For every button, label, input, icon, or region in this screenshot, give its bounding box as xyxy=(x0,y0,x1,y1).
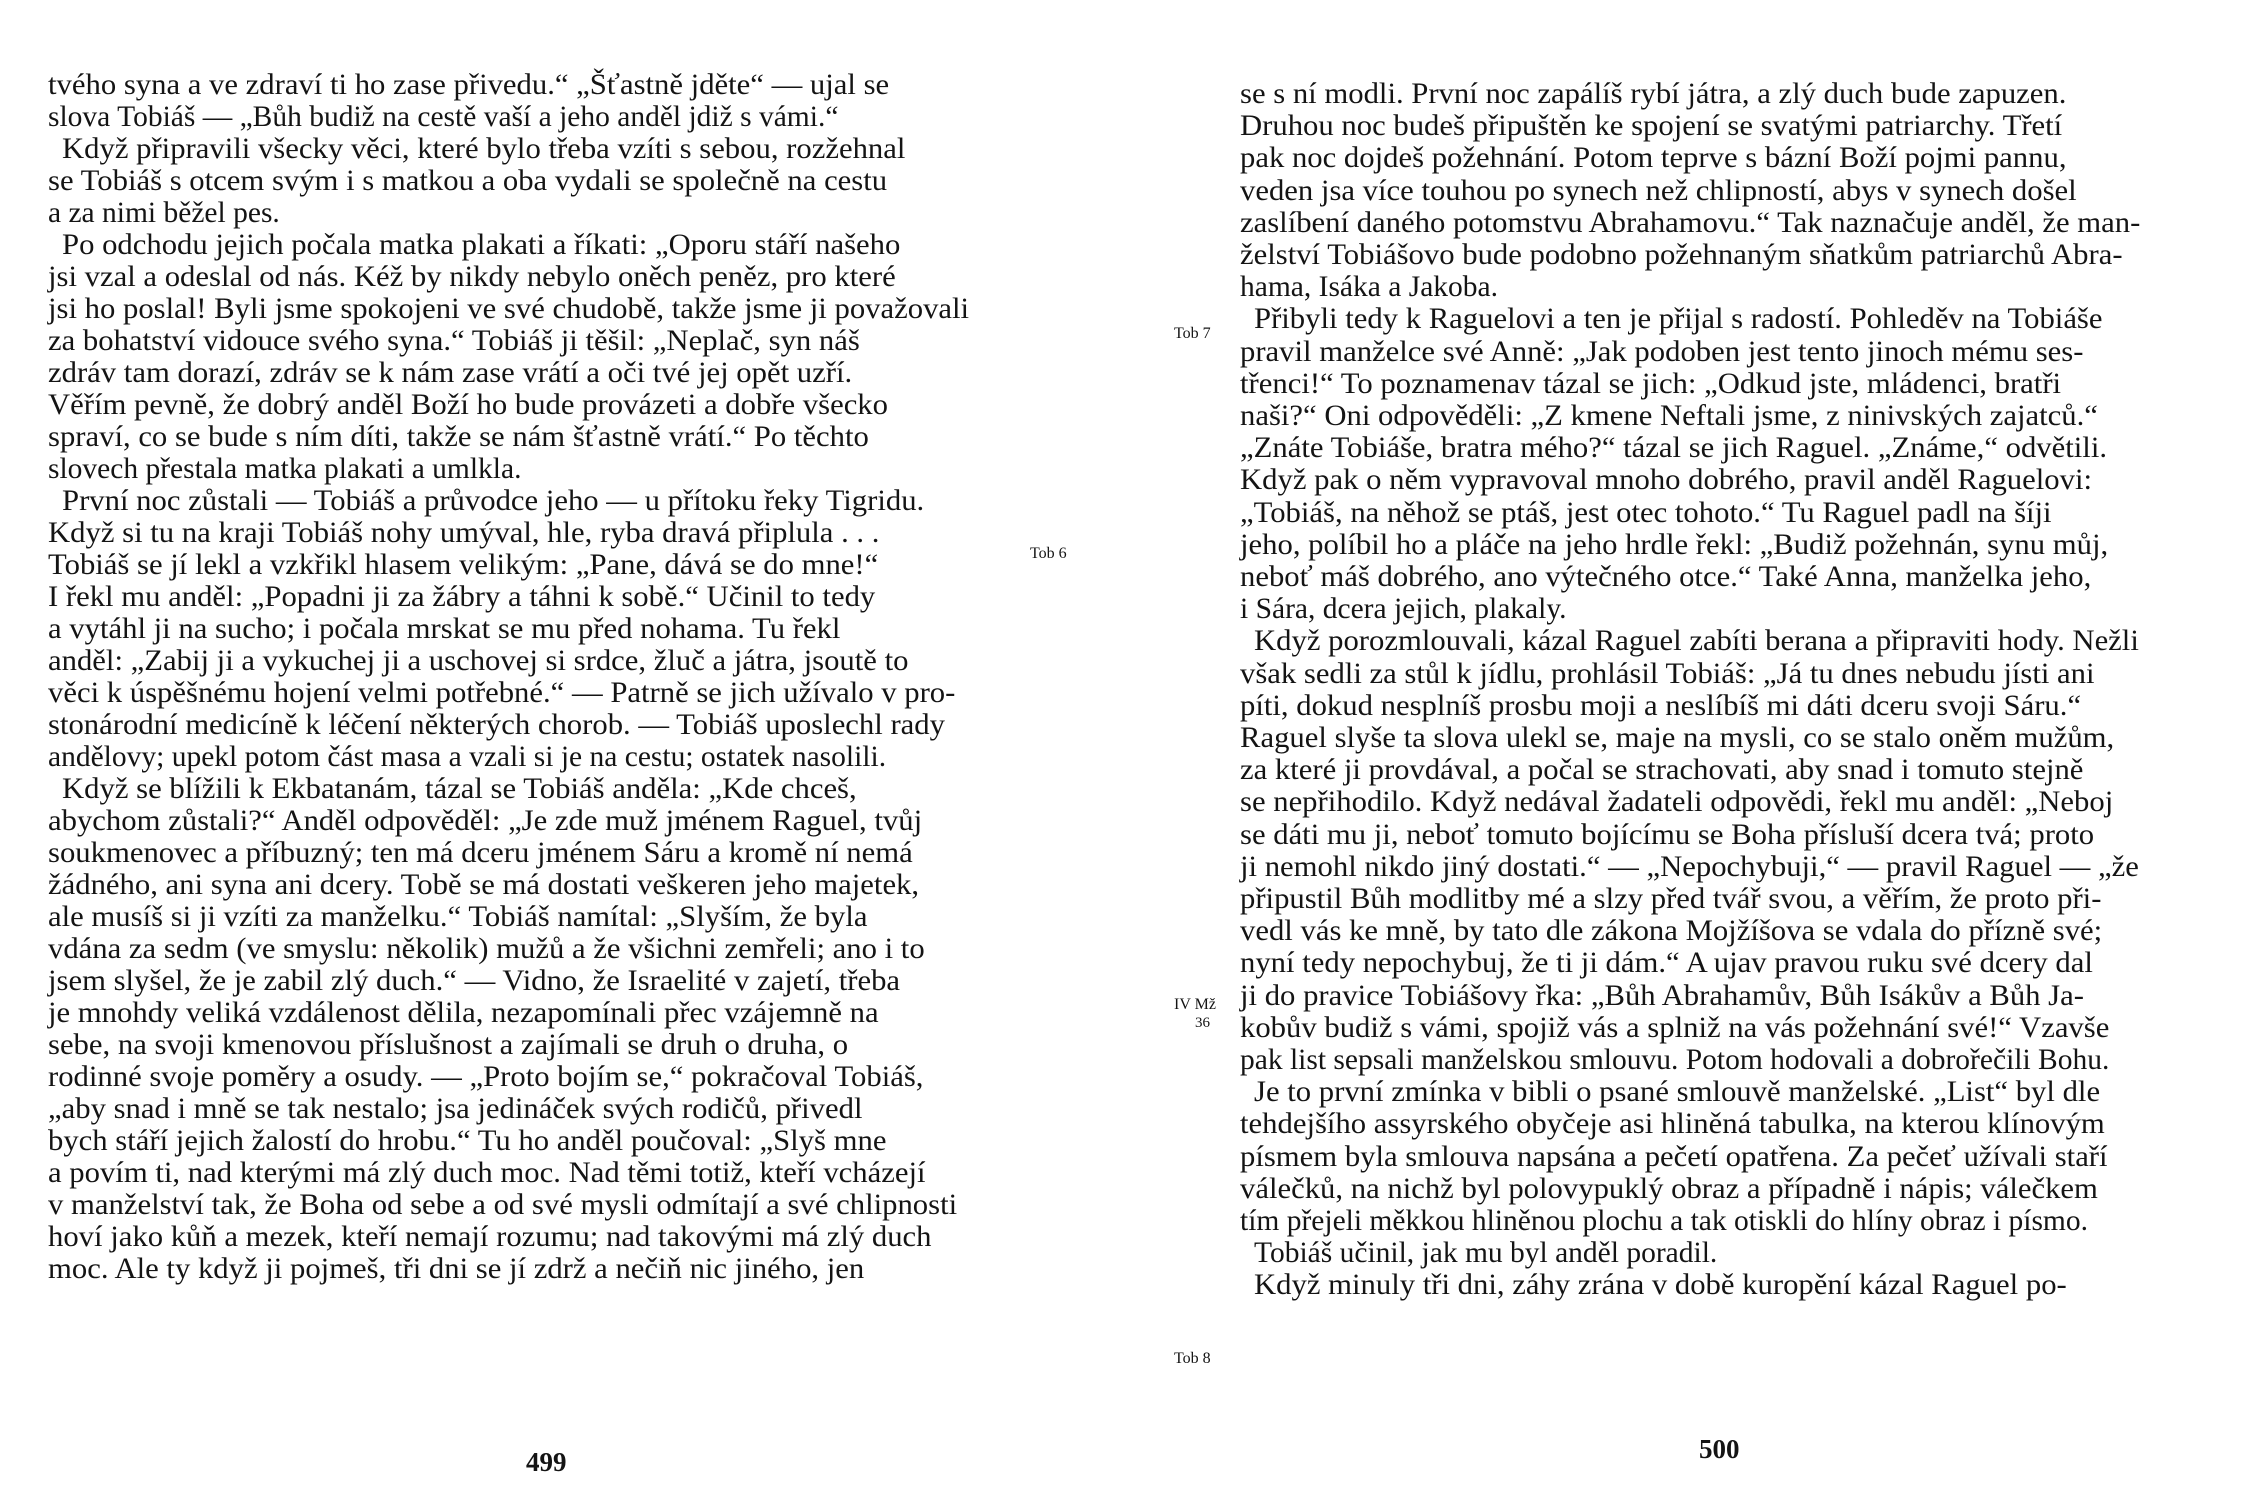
text-line: První noc zůstali — Tobiáš a průvodce jeho — u přítoku řeky Tigridu. xyxy=(62,485,925,517)
text-line: rodinné svoje poměry a osudy. — „Proto bojím se,“ pokračoval Tobiáš, xyxy=(48,1061,924,1093)
text-line: ji do pravice Tobiášovy řka: „Bůh Abrahamův, Bůh Isákův a Bůh Ja- xyxy=(1240,980,2084,1012)
text-line: Když pak o něm vypravoval mnoho dobrého, pravil anděl Raguelovi: xyxy=(1240,464,2093,496)
page-number-left: 499 xyxy=(526,1447,567,1477)
text-line: zaslíbení daného potomstvu Abrahamovu.“ Tak naznačuje anděl, že man- xyxy=(1240,207,2141,239)
text-line: sebe, na svoji kmenovou příslušnost a zajímali se druh o druha, o xyxy=(48,1029,849,1061)
text-line: naši?“ Oni odpověděli: „Z kmene Neftali jsme, z ninivských zajatců.“ xyxy=(1240,400,2098,432)
page-number-right: 500 xyxy=(1699,1434,1740,1464)
text-line: andělovy; upekl potom část masa a vzali si je na cestu; ostatek nasolili. xyxy=(48,741,887,773)
text-line: se s ní modli. První noc zapálíš rybí játra, a zlý duch bude zapuzen. xyxy=(1240,78,2067,110)
text-line: Je to první zmínka v bibli o psané smlouvě manželské. „List“ byl dle xyxy=(1254,1076,2101,1108)
text-line: hama, Isáka a Jakoba. xyxy=(1240,271,1499,303)
text-line: slova Tobiáš — „Bůh budiž na cestě vaší a jeho anděl jdiž s vámi.“ xyxy=(48,101,839,133)
text-line: jeho, políbil ho a pláče na jeho hrdle řekl: „Budiž požehnán, synu můj, xyxy=(1240,529,2109,561)
left-page xyxy=(0,0,1120,1500)
text-line: tím přejeli měkkou hliněnou plochu a tak otiskli do hlíny obraz i písmo. xyxy=(1240,1205,2088,1237)
text-line: jsi vzal a odeslal od nás. Kéž by nikdy nebylo oněch peněz, pro které xyxy=(48,261,896,293)
text-line: Když si tu na kraji Tobiáš nohy umýval, hle, ryba dravá připlula . . . xyxy=(48,517,880,549)
text-line: je mnohdy veliká vzdálenost dělila, nezapomínali přec vzájemně na xyxy=(48,997,879,1029)
text-line: Tobiáš učinil, jak mu byl anděl poradil. xyxy=(1254,1237,1718,1269)
text-line: Když porozmlouvali, kázal Raguel zabíti berana a připraviti hody. Nežli xyxy=(1254,625,2139,657)
text-line: moc. Ale ty když ji pojmeš, tři dni se jí zdrž a nečiň nic jiného, jen xyxy=(48,1253,865,1285)
text-line: Tobiáš se jí lekl a vzkřikl hlasem velikým: „Pane, dává se do mne!“ xyxy=(48,549,879,581)
text-line: Když připravili všecky věci, které bylo třeba vzíti s sebou, rozžehnal xyxy=(62,133,906,165)
text-line: a za nimi běžel pes. xyxy=(48,197,280,229)
text-line: „Znáte Tobiáše, bratra mého?“ tázal se jich Raguel. „Známe,“ odvětili. xyxy=(1240,432,2108,464)
text-line: i Sára, dcera jejich, plakaly. xyxy=(1240,593,1567,625)
text-line: Když se blížili k Ekbatanám, tázal se Tobiáš anděla: „Kde chceš, xyxy=(62,773,857,805)
text-line: Po odchodu jejich počala matka plakati a říkati: „Oporu stáří našeho xyxy=(62,229,901,261)
text-line: Přibyli tedy k Raguelovi a ten je přijal s radostí. Pohleděv na Tobiáše xyxy=(1254,303,2103,335)
text-line: se dáti mu ji, neboť tomuto bojícímu se Boha přísluší dcera tvá; proto xyxy=(1240,819,2095,851)
text-line: „Tobiáš, na něhož se ptáš, jest otec tohoto.“ Tu Raguel padl na šíji xyxy=(1240,497,2052,529)
text-line: I řekl mu anděl: „Popadni ji za žábry a táhni k sobě.“ Učinil to tedy xyxy=(48,581,876,613)
margin-ref-tob-6: Tob 6 xyxy=(1030,545,1067,562)
text-line: však sedli za stůl k jídlu, prohlásil Tobiáš: „Já tu dnes nebudu jísti ani xyxy=(1240,658,2095,690)
text-line: třenci!“ To poznamenav tázal se jich: „Odkud jste, mládenci, bratři xyxy=(1240,368,2062,400)
text-line: vedl vás ke mně, by tato dle zákona Mojžíšova se vdala do přízně své; xyxy=(1240,915,2103,947)
margin-ref-iv-mz xyxy=(1174,996,1216,1032)
text-line: tvého syna a ve zdraví ti ho zase přivedu.“ „Šťastně jděte“ — ujal se xyxy=(48,69,890,101)
text-line: nyní tedy nepochybuj, že ti ji dám.“ A ujav pravou ruku své dcery dal xyxy=(1240,947,2093,979)
text-line: a povím ti, nad kterými má zlý duch moc. Nad těmi totiž, kteří vcházejí xyxy=(48,1157,926,1189)
text-line: se Tobiáš s otcem svým i s matkou a oba vydali se společně na cestu xyxy=(48,165,888,197)
text-line: za bohatství vidouce svého syna.“ Tobiáš ji těšil: „Neplač, syn náš xyxy=(48,325,860,357)
right-page xyxy=(1121,0,2242,1500)
text-line: neboť máš dobrého, ano výtečného otce.“ Také Anna, manželka jeho, xyxy=(1240,561,2092,593)
text-line: Když minuly tři dni, záhy zrána v době kuropění kázal Raguel po- xyxy=(1254,1269,2067,1301)
text-line: písmem byla smlouva napsána a pečetí opatřena. Za pečeť užívali staří xyxy=(1240,1141,2108,1173)
text-line: věci k úspěšnému hojení velmi potřebné.“ — Patrně se jich užívalo v pro- xyxy=(48,677,956,709)
text-line: hoví jako kůň a mezek, kteří nemají rozumu; nad takovými má zlý duch xyxy=(48,1221,932,1253)
text-line: tehdejšího assyrského obyčeje asi hliněná tabulka, na kterou klínovým xyxy=(1240,1108,2105,1140)
text-line: „aby snad i mně se tak nestalo; jsa jedináček svých rodičů, přivedl xyxy=(48,1093,863,1125)
text-line: Raguel slyše ta slova ulekl se, maje na mysli, co se stalo oněm mužům, xyxy=(1240,722,2115,754)
text-line: jsi ho poslal! Byli jsme spokojeni ve své chudobě, takže jsme ji považovali xyxy=(48,293,970,325)
text-line: spraví, co se bude s ním díti, takže se nám šťastně vrátí.“ Po těchto xyxy=(48,421,869,453)
text-line: vdána za sedm (ve smyslu: několik) mužů a že všichni zemřeli; ano i to xyxy=(48,933,925,965)
text-line: ale musíš si ji vzíti za manželku.“ Tobiáš namítal: „Slyším, že byla xyxy=(48,901,868,933)
text-line: pravil manželce své Anně: „Jak podoben jest tento jinoch mému ses- xyxy=(1240,336,2084,368)
text-line: žádného, ani syna ani dcery. Tobě se má dostati veškeren jeho majetek, xyxy=(48,869,920,901)
text-line: stonárodní medicíně k léčení některých chorob. — Tobiáš uposlechl rady xyxy=(48,709,945,741)
text-line: válečků, na nichž byl polovypuklý obraz a případně i nápis; válečkem xyxy=(1240,1173,2098,1205)
text-line: se nepřihodilo. Když nedával žadateli odpovědi, řekl mu anděl: „Neboj xyxy=(1240,786,2114,818)
text-line: bych stáří jejich žalostí do hrobu.“ Tu ho anděl poučoval: „Slyš mne xyxy=(48,1125,887,1157)
text-line: připustil Bůh modlitby mé a slzy před tvář svou, a věřím, že proto při- xyxy=(1240,883,2102,915)
text-line: píti, dokud nesplníš prosbu moji a neslíbíš mi dáti dceru svoji Sáru.“ xyxy=(1240,690,2082,722)
text-line: za které ji provdával, a počal se strachovati, aby snad i tomuto stejně xyxy=(1240,754,2084,786)
text-line: veden jsa více touhou po synech než chlipností, abys v synech došel xyxy=(1240,175,2077,207)
text-line: pak noc dojdeš požehnání. Potom teprve s bázní Boží pojmi pannu, xyxy=(1240,142,2067,174)
margin-ref-iv-mz-label: IV Mž xyxy=(1174,996,1216,1013)
text-line: soukmenovec a příbuzný; ten má dceru jménem Sáru a kromě ní nemá xyxy=(48,837,913,869)
margin-ref-iv-mz-number: 36 xyxy=(1195,1015,1210,1031)
margin-ref-tob-7: Tob 7 xyxy=(1174,325,1211,342)
text-line: želství Tobiášovo bude podobno požehnaným sňatkům patriarchů Abra- xyxy=(1240,239,2123,271)
text-line: pak list sepsali manželskou smlouvu. Potom hodovali a dobrořečili Bohu. xyxy=(1240,1044,2110,1076)
margin-ref-tob-8: Tob 8 xyxy=(1174,1350,1211,1367)
text-line: slovech přestala matka plakati a umlkla. xyxy=(48,453,522,485)
text-line: zdráv tam dorazí, zdráv se k nám zase vrátí a oči tvé jej opět uzří. xyxy=(48,357,853,389)
text-line: jsem slyšel, že je zabil zlý duch.“ — Vidno, že Israelité v zajetí, třeba xyxy=(48,965,901,997)
text-line: anděl: „Zabij ji a vykuchej ji a uschovej si srdce, žluč a játra, jsoutě to xyxy=(48,645,909,677)
text-line: a vytáhl ji na sucho; i počala mrskat se mu před nohama. Tu řekl xyxy=(48,613,841,645)
text-line: v manželství tak, že Boha od sebe a od své mysli odmítají a své chlipnosti xyxy=(48,1189,958,1221)
text-line: Druhou noc budeš připuštěn ke spojení se svatými patriarchy. Třetí xyxy=(1240,110,2063,142)
text-line: Věřím pevně, že dobrý anděl Boží ho bude provázeti a dobře všecko xyxy=(48,389,888,421)
text-line: kobův budiž s vámi, spojiž vás a splniž na vás požehnání své!“ Vzavše xyxy=(1240,1012,2110,1044)
text-line: ji nemohl nikdo jiný dostati.“ — „Nepochybuji,“ — pravil Raguel — „že xyxy=(1240,851,2139,883)
text-line: abychom zůstali?“ Anděl odpověděl: „Je zde muž jménem Raguel, tvůj xyxy=(48,805,923,837)
